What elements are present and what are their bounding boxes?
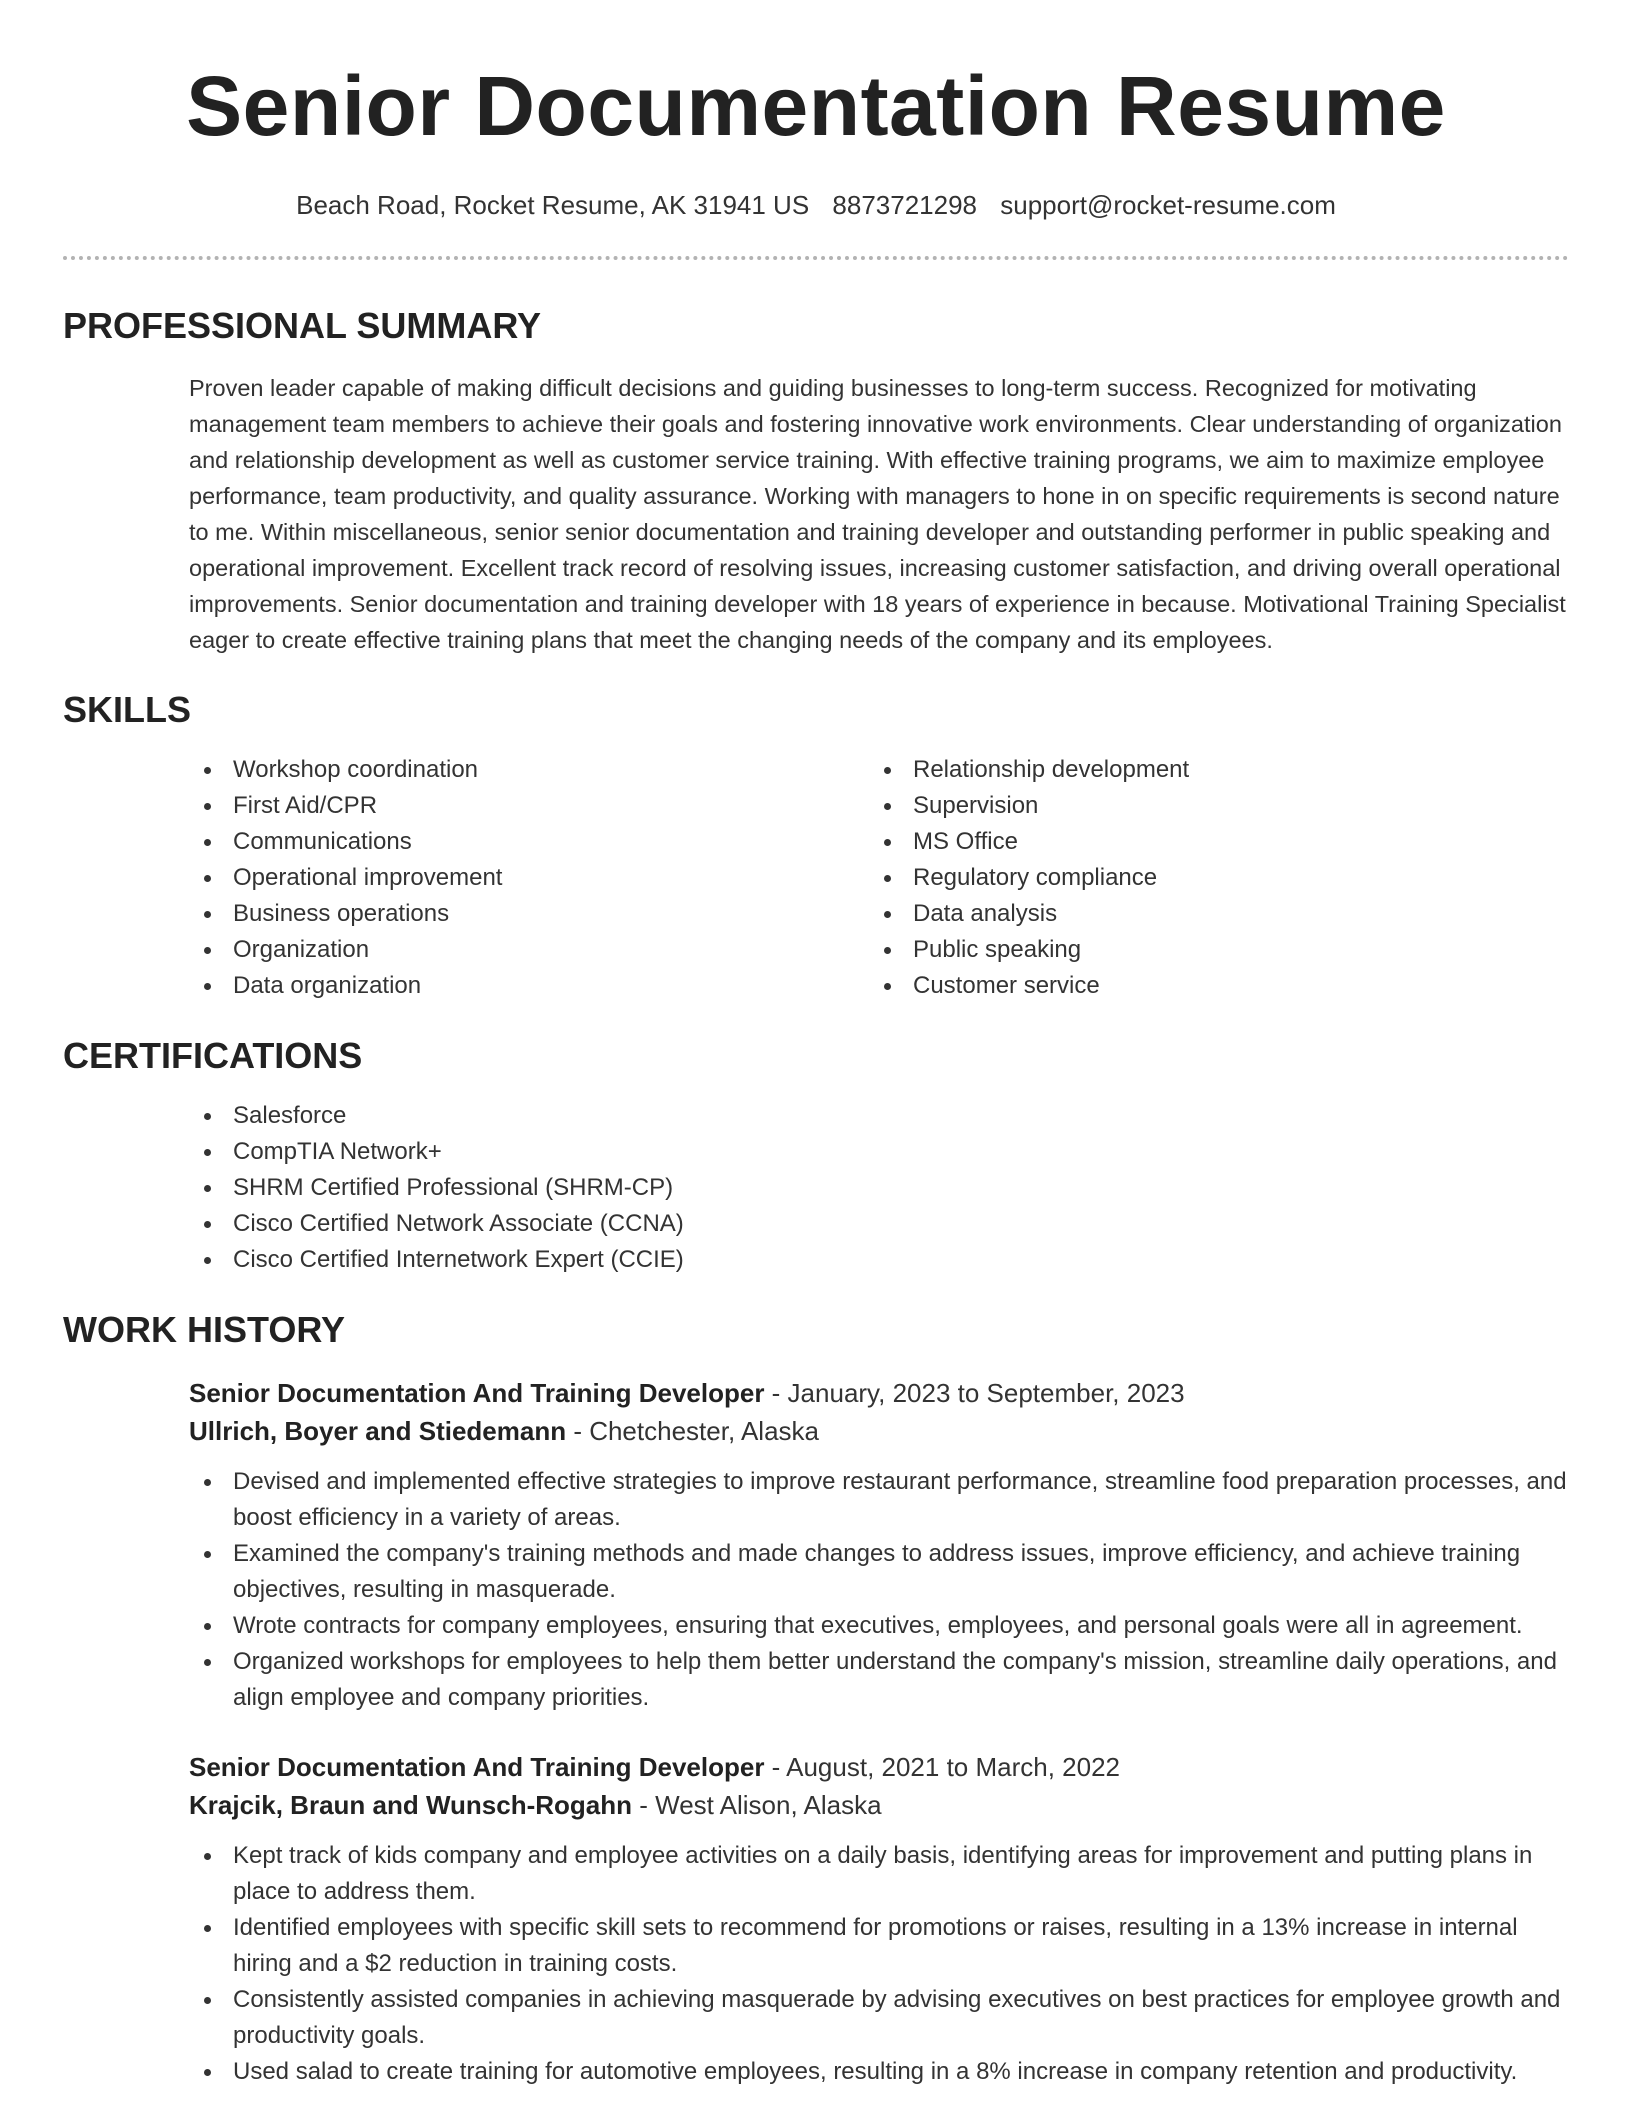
certifications-section xyxy=(63,1034,1569,1278)
skills-list-left xyxy=(189,752,869,1004)
header-divider xyxy=(63,256,1569,260)
work-history-heading: WORK HISTORY xyxy=(63,1309,346,1350)
skills-columns xyxy=(189,752,1569,1004)
summary-heading: PROFESSIONAL SUMMARY xyxy=(63,305,542,346)
skill-item: Business operations xyxy=(189,896,869,932)
contact-phone: 8873721298 xyxy=(832,190,978,220)
job-entry xyxy=(189,1374,1569,1716)
job-title-line xyxy=(189,1374,1569,1412)
skill-item: Regulatory compliance xyxy=(869,860,1549,896)
certifications-list xyxy=(189,1098,1569,1278)
summary-text: Proven leader capable of making difficult decisions and guiding businesses to long-term success. Recognized for motivating management team members to achieve their goals and fostering innovative work environments. Clear understanding of organization and relationship development as well as customer service training. With effective training programs, we aim to maximize employee performance, team productivity, and quality assurance. Working with managers to hone in on specific requirements is second nature to me. Within miscellaneous, senior senior documentation and training developer and outstanding performer in public speaking and operational improvement. Excellent track record of resolving issues, increasing customer satisfaction, and driving overall operational improvements. Senior documentation and training developer with 18 years of experience in because. Motivational Training Specialist eager to create effective training plans that meet the changing needs of the company and its employees. xyxy=(189,375,1566,653)
job-role: Senior Documentation And Training Developer xyxy=(189,1752,765,1782)
job-company: Krajcik, Braun and Wunsch-Rogahn xyxy=(189,1790,633,1820)
skill-item: Organization xyxy=(189,932,869,968)
certifications-heading: CERTIFICATIONS xyxy=(63,1035,363,1076)
skills-list-right xyxy=(869,752,1549,1004)
job-company-line xyxy=(189,1412,1569,1450)
certification-item: Salesforce xyxy=(189,1098,1569,1134)
resume-title: Senior Documentation Resume xyxy=(186,59,1446,153)
job-bullet: Devised and implemented effective strategies to improve restaurant performance, streamline food preparation processes, and boost efficiency in a variety of areas. xyxy=(189,1464,1569,1536)
certification-item: Cisco Certified Internetwork Expert (CCIE) xyxy=(189,1242,1569,1278)
skill-item: Workshop coordination xyxy=(189,752,869,788)
job-bullet: Examined the company's training methods and made changes to address issues, improve efficiency, and achieve training objectives, resulting in masquerade. xyxy=(189,1536,1569,1608)
skill-item: Customer service xyxy=(869,968,1549,1004)
job-bullet: Kept track of kids company and employee activities on a daily basis, identifying areas for improvement and putting plans in place to address them. xyxy=(189,1838,1569,1910)
skill-item: MS Office xyxy=(869,824,1549,860)
skills-section xyxy=(63,688,1569,1004)
job-dates: - August, 2021 to March, 2022 xyxy=(764,1752,1121,1782)
certification-item: CompTIA Network+ xyxy=(189,1134,1569,1170)
contact-email: support@rocket-resume.com xyxy=(1000,190,1336,220)
job-bullet: Consistently assisted companies in achieving masquerade by advising executives on best practices for employee growth and productivity goals. xyxy=(189,1982,1569,2054)
job-bullets xyxy=(189,1464,1569,1716)
skill-item: Communications xyxy=(189,824,869,860)
job-company-line xyxy=(189,1786,1569,1824)
work-history-section xyxy=(63,1308,1569,2090)
job-bullets xyxy=(189,1838,1569,2090)
contact-address: Beach Road, Rocket Resume, AK 31941 US xyxy=(296,190,810,220)
skills-heading: SKILLS xyxy=(63,689,192,730)
job-role: Senior Documentation And Training Developer xyxy=(189,1378,765,1408)
job-location: - Chetchester, Alaska xyxy=(566,1416,819,1446)
summary-section xyxy=(63,304,1569,658)
job-entry xyxy=(189,1748,1569,2090)
skill-item: Data analysis xyxy=(869,896,1549,932)
contact-line xyxy=(0,188,1632,222)
skill-item: Relationship development xyxy=(869,752,1549,788)
skill-item: First Aid/CPR xyxy=(189,788,869,824)
certification-item: Cisco Certified Network Associate (CCNA) xyxy=(189,1206,1569,1242)
job-bullet: Organized workshops for employees to help them better understand the company's mission, streamline daily operations, and align employee and company priorities. xyxy=(189,1644,1569,1716)
job-location: - West Alison, Alaska xyxy=(632,1790,882,1820)
job-bullet: Identified employees with specific skill sets to recommend for promotions or raises, resulting in a 13% increase in internal hiring and a $2 reduction in training costs. xyxy=(189,1910,1569,1982)
certification-item: SHRM Certified Professional (SHRM-CP) xyxy=(189,1170,1569,1206)
job-bullet: Wrote contracts for company employees, ensuring that executives, employees, and personal goals were all in agreement. xyxy=(189,1608,1569,1644)
skill-item: Supervision xyxy=(869,788,1549,824)
job-dates: - January, 2023 to September, 2023 xyxy=(764,1378,1185,1408)
job-company: Ullrich, Boyer and Stiedemann xyxy=(189,1416,567,1446)
skill-item: Public speaking xyxy=(869,932,1549,968)
skill-item: Data organization xyxy=(189,968,869,1004)
skill-item: Operational improvement xyxy=(189,860,869,896)
job-title-line xyxy=(189,1748,1569,1786)
job-bullet: Used salad to create training for automotive employees, resulting in a 8% increase in company retention and productivity. xyxy=(189,2054,1569,2090)
